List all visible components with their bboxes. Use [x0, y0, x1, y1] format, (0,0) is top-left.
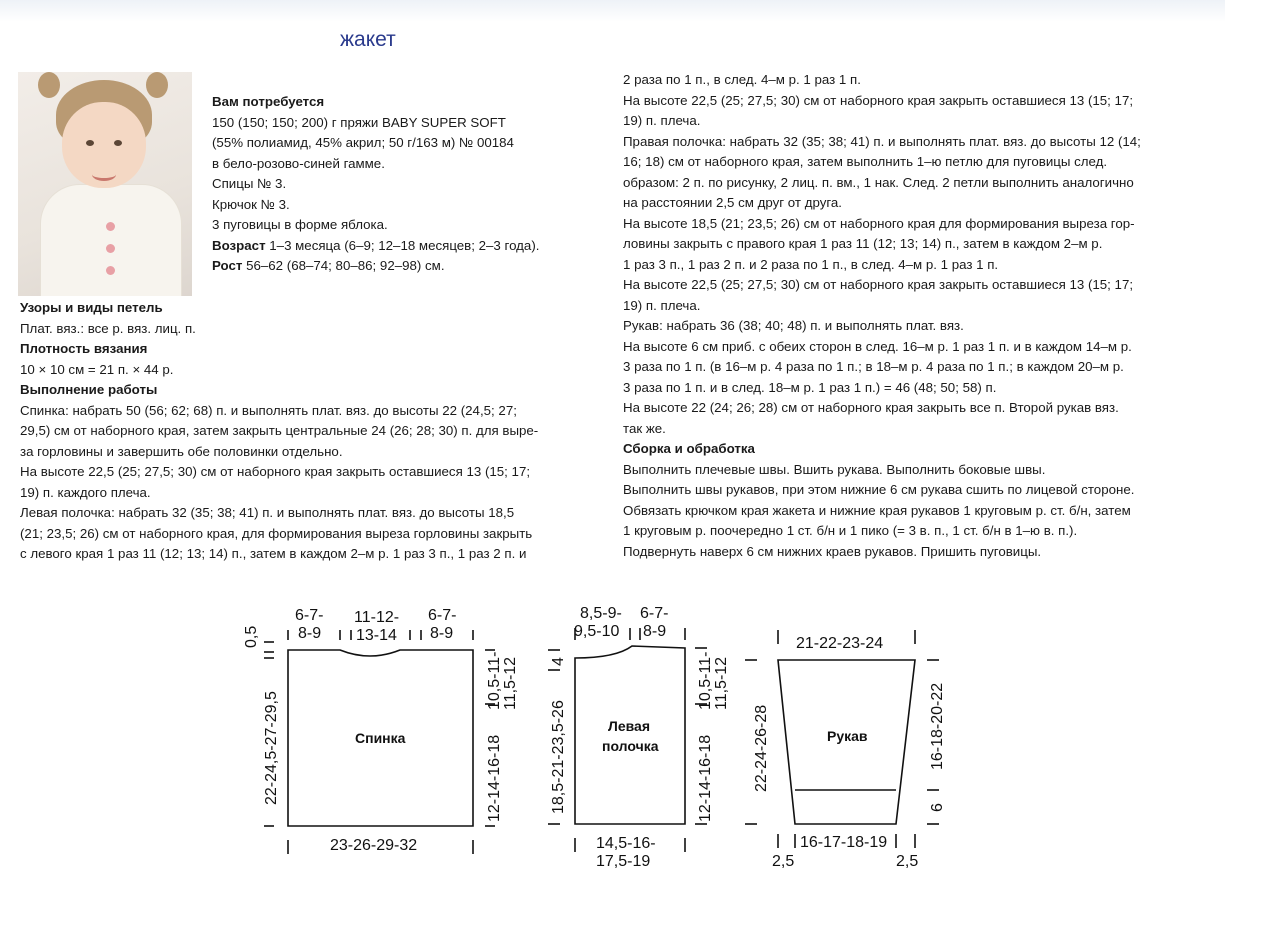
front-top-left-1: 8,5-9- — [580, 605, 622, 622]
line-text: (21; 23,5; 26) см от наборного края, для формирования выреза горловины закрыть — [20, 525, 533, 541]
line-text: На высоте 22,5 (25; 27,5; 30) см от наборного края закрыть оставшиеся 13 (15; 17; — [623, 92, 1134, 108]
text-line — [623, 173, 1141, 194]
line-text: Подвернуть наверх 6 см нижних краев рукавов. Пришить пуговицы. — [623, 543, 1042, 559]
eye — [86, 140, 94, 146]
sleeve-bottom-right: 2,5 — [896, 853, 919, 870]
front-right-c: 11,5-12 — [713, 656, 730, 710]
button-dot — [106, 266, 115, 275]
sleeve-bottom-left: 2,5 — [772, 853, 795, 870]
line-text: так же. — [623, 420, 666, 436]
front-left: 18,5-21-23,5-26 — [550, 700, 567, 814]
back-top-left-1: 6-7- — [295, 607, 324, 624]
back-top-mid-1: 11-12- — [354, 609, 400, 626]
front-bottom-1: 14,5-16- — [596, 835, 656, 852]
text-line — [623, 439, 1141, 460]
sleeve-right-small: 6 — [929, 803, 946, 812]
text-line — [20, 360, 538, 381]
text-line — [623, 193, 1141, 214]
text-line — [20, 380, 538, 401]
line-text: На высоте 18,5 (21; 23,5; 26) см от наборного края для формирования выреза гор- — [623, 215, 1135, 231]
text-line — [623, 296, 1141, 317]
line-text: 56–62 (68–74; 80–86; 92–98) см. — [242, 258, 445, 273]
pattern-diagrams — [230, 600, 950, 880]
sleeve-diagram — [745, 630, 946, 870]
bold-heading: Плотность вязания — [20, 341, 148, 356]
materials-block — [212, 92, 539, 277]
front-label-2: полочка — [602, 738, 659, 754]
text-line — [212, 256, 539, 277]
line-text: 3 пуговицы в форме яблока. — [212, 217, 388, 232]
text-line — [623, 152, 1141, 173]
line-text: Спинка: набрать 50 (56; 62; 68) п. и выполнять плат. вяз. до высоты 22 (24,5; 27; — [20, 402, 517, 418]
text-line — [623, 91, 1141, 112]
text-line — [212, 92, 539, 113]
text-line — [623, 337, 1141, 358]
text-line — [20, 503, 538, 524]
line-text: 19) п. каждого плеча. — [20, 484, 151, 500]
sleeve-right: 16-18-20-22 — [929, 682, 946, 770]
line-text: Выполнить плечевые швы. Вшить рукава. Выполнить боковые швы. — [623, 461, 1046, 477]
line-text: за горловины и завершить обе половинки отдельно. — [20, 443, 343, 459]
front-bottom-2: 17,5-19 — [596, 853, 651, 870]
line-text: 150 (150; 150; 200) г пряжи BABY SUPER SOFT — [212, 114, 506, 130]
bold-heading: Вам потребуется — [212, 94, 325, 109]
back-top-mid-2: 13-14 — [356, 627, 397, 644]
back-diagram — [243, 607, 519, 854]
line-text: Выполнить швы рукавов, при этом нижние 6 см рукава сшить по лицевой стороне. — [623, 482, 1135, 497]
text-line — [623, 316, 1141, 337]
front-label-1: Левая — [608, 718, 650, 734]
text-line — [20, 544, 538, 565]
line-text: Спицы № 3. — [212, 176, 287, 191]
text-line — [212, 236, 539, 257]
back-right-c: 11,5-12 — [502, 656, 519, 710]
pigtail-right — [146, 72, 168, 98]
text-line — [623, 234, 1141, 255]
line-text: На высоте 6 см приб. с обеих сторон в след. 16–м р. 1 раз 1 п. и в каждом 14–м р. — [623, 338, 1132, 354]
text-line — [20, 524, 538, 545]
line-text: 16; 18) см от наборного края, затем выполнить 1–ю петлю для пуговицы след. — [623, 154, 1108, 169]
line-text: Крючок № 3. — [212, 196, 290, 212]
text-line — [623, 357, 1141, 378]
line-text: (55% полиамид, 45% акрил; 50 г/163 м) № 00184 — [212, 135, 514, 150]
button-dot — [106, 244, 115, 253]
front-right-a: 12-14-16-18 — [697, 734, 714, 822]
front-top-right-2: 8-9 — [643, 623, 667, 640]
line-text: в бело-розово-синей гамме. — [212, 155, 385, 171]
text-line — [20, 298, 538, 319]
line-text: на расстоянии 2,5 см друг от друга. — [623, 195, 842, 210]
line-text: На высоте 22 (24; 26; 28) см от наборного края закрыть все п. Второй рукав вяз. — [623, 400, 1119, 415]
text-line — [623, 132, 1141, 153]
back-bottom: 23-26-29-32 — [330, 837, 418, 854]
line-text: На высоте 22,5 (25; 27,5; 30) см от наборного края закрыть оставшиеся 13 (15; 17; — [20, 464, 531, 479]
line-text: 1 раз 3 п., 1 раз 2 п. и 2 раза по 1 п., в след. 4–м р. 1 раз 1 п. — [623, 256, 999, 272]
back-left-small: 0,5 — [243, 625, 260, 648]
sleeve-top: 21-22-23-24 — [796, 635, 884, 652]
bold-heading: Узоры и виды петель — [20, 300, 163, 315]
text-line — [212, 133, 539, 154]
page-title: жакет — [340, 28, 396, 51]
text-line — [20, 421, 538, 442]
back-left: 22-24,5-27-29,5 — [263, 691, 280, 805]
text-line — [623, 275, 1141, 296]
bold-heading: Сборка и обработка — [623, 441, 755, 456]
line-text: 1–3 месяца (6–9; 12–18 месяцев; 2–3 года). — [265, 237, 540, 253]
line-text: 10 × 10 см = 21 п. × 44 р. — [20, 361, 174, 377]
bold-heading: Рост — [212, 258, 243, 273]
text-line — [623, 378, 1141, 399]
text-line — [20, 442, 538, 463]
back-right-b: 10,5-11- — [486, 651, 503, 710]
text-line — [212, 154, 539, 175]
bold-heading: Возраст — [212, 237, 266, 253]
line-text: 1 круговым р. поочередно 1 ст. б/н и 1 пико (= 3 в. п., 1 ст. б/н в 1–ю в. п.). — [623, 523, 1078, 538]
line-text: Правая полочка: набрать 32 (35; 38; 41) п. и выполнять плат. вяз. до высоты 12 (14; — [623, 133, 1141, 149]
bold-heading: Выполнение работы — [20, 382, 158, 397]
back-top-right-2: 8-9 — [430, 625, 454, 642]
line-text: 29,5) см от наборного края, затем закрыть центральные 24 (26; 28; 30) п. для выре- — [20, 423, 539, 438]
sleeve-left: 22-24-26-28 — [753, 704, 770, 792]
button-dot — [106, 222, 115, 231]
text-line — [623, 214, 1141, 235]
text-line — [623, 111, 1141, 132]
back-top-left-2: 8-9 — [298, 625, 322, 642]
front-right-b: 10,5-11- — [697, 651, 714, 710]
baby-photo — [18, 72, 192, 296]
text-line — [20, 401, 538, 422]
pigtail-left — [38, 72, 60, 98]
text-line — [623, 255, 1141, 276]
text-line — [623, 521, 1141, 542]
text-line — [623, 70, 1141, 91]
eye — [114, 140, 122, 146]
line-text: Плат. вяз.: все р. вяз. лиц. п. — [20, 320, 196, 336]
line-text: Рукав: набрать 36 (38; 40; 48) п. и выполнять плат. вяз. — [623, 318, 964, 333]
line-text: образом: 2 п. по рисунку, 2 лиц. п. вм., 1 нак. След. 2 петли выполнить аналогично — [623, 174, 1134, 190]
jacket-shape — [40, 184, 182, 296]
line-text: с левого края 1 раз 11 (12; 13; 14) п., затем в каждом 2–м р. 1 раз 3 п., 1 раз 2 п. и — [20, 546, 527, 561]
text-line — [623, 480, 1141, 501]
front-left-small: 4 — [550, 657, 567, 666]
sleeve-bottom: 16-17-18-19 — [800, 834, 888, 851]
instructions-right-column — [623, 70, 1141, 562]
line-text: ловины закрыть с правого края 1 раз 11 (12; 13; 14) п., затем в каждом 2–м р. — [623, 236, 1103, 251]
text-line — [20, 319, 538, 340]
line-text: Левая полочка: набрать 32 (35; 38; 41) п. и выполнять плат. вяз. до высоты 18,5 — [20, 505, 515, 520]
text-line — [623, 419, 1141, 440]
text-line — [212, 215, 539, 236]
sleeve-label: Рукав — [827, 728, 868, 744]
front-top-left-2: 9,5-10 — [574, 623, 620, 640]
line-text: 2 раза по 1 п., в след. 4–м р. 1 раз 1 п. — [623, 72, 861, 87]
text-line — [623, 460, 1141, 481]
text-line — [623, 398, 1141, 419]
mouth — [92, 168, 116, 181]
text-line — [623, 501, 1141, 522]
back-top-right-1: 6-7- — [428, 607, 457, 624]
instructions-left-column — [20, 298, 538, 565]
front-top-right-1: 6-7- — [640, 605, 669, 622]
text-line — [212, 195, 539, 216]
line-text: 19) п. плеча. — [623, 113, 701, 128]
text-line — [212, 174, 539, 195]
line-text: 3 раза по 1 п. (в 16–м р. 4 раза по 1 п.; в 18–м р. 4 раза по 1 п.; в каждом 20–м р. — [623, 359, 1124, 374]
line-text: Обвязать крючком края жакета и нижние края рукавов 1 круговым р. ст. б/н, затем — [623, 502, 1131, 518]
text-line — [623, 542, 1141, 563]
front-diagram — [548, 605, 730, 870]
line-text: На высоте 22,5 (25; 27,5; 30) см от наборного края закрыть оставшиеся 13 (15; 17; — [623, 277, 1134, 292]
text-line — [20, 339, 538, 360]
text-line — [20, 462, 538, 483]
text-line — [20, 483, 538, 504]
back-label: Спинка — [355, 730, 406, 746]
back-right-a: 12-14-16-18 — [486, 734, 503, 822]
text-line — [212, 113, 539, 134]
line-text: 3 раза по 1 п. и в след. 18–м р. 1 раз 1 п.) = 46 (48; 50; 58) п. — [623, 379, 997, 395]
top-band — [0, 0, 1225, 22]
line-text: 19) п. плеча. — [623, 297, 701, 313]
